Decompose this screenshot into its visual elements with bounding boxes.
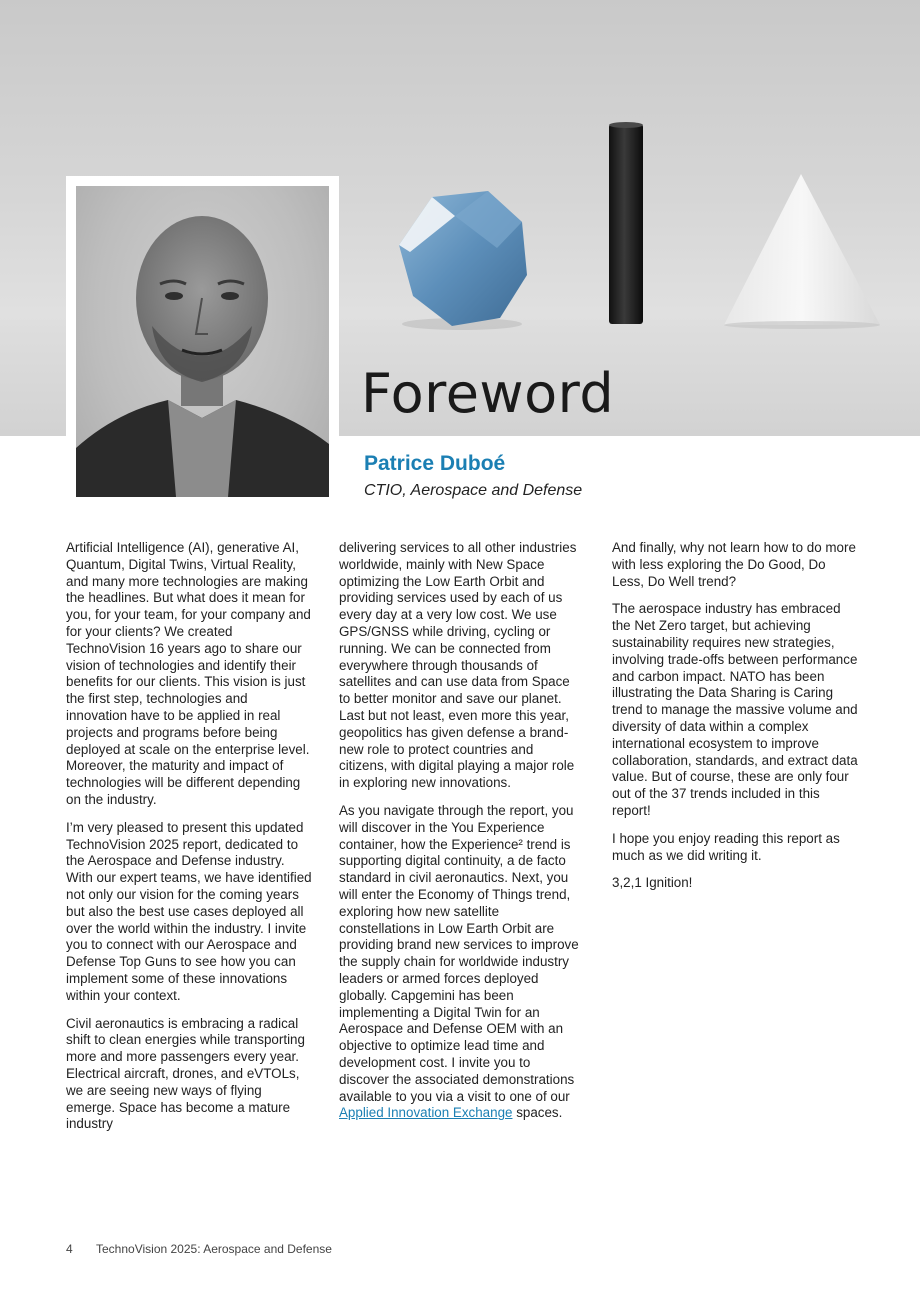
page-footer (66, 1242, 332, 1256)
paragraph: And finally, why not learn how to do more with less exploring the Do Good, Do Less, Do Well trend? (612, 540, 856, 589)
portrait-frame (66, 176, 339, 507)
paragraph (339, 803, 581, 1122)
cylinder-top (609, 122, 643, 128)
applied-innovation-exchange-link[interactable]: Applied Innovation Exchange (339, 1105, 513, 1121)
text-column-1 (66, 540, 312, 1144)
black-cylinder (609, 124, 643, 324)
text-column-3 (612, 540, 858, 903)
white-cone (724, 174, 880, 325)
paragraph: I hope you enjoy reading this report as much as we did writing it. (612, 830, 840, 863)
author-role: CTIO, Aerospace and Defense (364, 482, 583, 499)
shirt-collar (168, 400, 236, 497)
portrait-illustration (76, 186, 329, 497)
cone-base (724, 321, 880, 329)
left-eye (165, 292, 183, 300)
paragraph-text: As you navigate through the report, you will discover in the You Experience container, how the Experience² trend is supporting digital continuity, a de facto standard in civil aeronautics. Next, you will enter the Economy of Things trend, exploring how new satellite constellations in Low Earth Orbit are providing brand new services to improve the supply chain for worldwide industry leaders or armed forces deployed globally. Capgemini has been implementing a Digital Twin for an Aerospace and Defense OEM with an objective to optimize lead time and development cost. I invite you to discover the associated demonstrations available to you via a visit to one of our (339, 802, 579, 1104)
page-number: 4 (66, 1242, 73, 1256)
right-eye (221, 292, 239, 300)
paragraph: The aerospace industry has embraced the Net Zero target, but achieving sustainability requires new strategies, involving trade-offs between performance and carbon impact. NATO has been illustrating the Data Sharing is Caring trend to manage the massive volume and diversity of data within a complex international ecosystem to improve collaboration, standards, and extract data value. But of course, these are only four out of the 37 trends included in this report! (612, 601, 858, 818)
paragraph: Artificial Intelligence (AI), generative AI, Quantum, Digital Twins, Virtual Reality, and many more technologies are making the headlines. But what does it mean for you, for your team, for your company and for your clients? We created TechnoVision 16 years ago to share our vision of technologies and identify their benefits for our clients. This vision is just the first step, technologies and innovation have to be applied in real projects and programs before being deployed at scale on the enterprise level. Moreover, the maturity and impact of technologies will be different depending on the industry. (66, 540, 311, 807)
text-column-2 (339, 540, 581, 1133)
publication-title: TechnoVision 2025: Aerospace and Defense (96, 1242, 332, 1256)
paragraph: delivering services to all other industries worldwide, mainly with New Space optimizing the Low Earth Orbit and providing services used by each of us every day at a very low cost. We use GPS/GNSS while driving, cycling or running. We can be connected from everywhere through thousands of satellites and can use data from Space to better monitor and save our planet. Last but not least, even more this year, geopolitics has given defense a brand-new role to protect countries and citizens, with digital playing a major role in exploring new innovations. (339, 540, 577, 791)
paragraph: Civil aeronautics is embracing a radical shift to clean energies while transporting more and more passengers every year. Electrical aircraft, drones, and eVTOLs, we are seeing new ways of flying emerge. Space has become a mature industry (66, 1015, 305, 1132)
author-name: Patrice Duboé (364, 452, 506, 475)
paragraph: 3,2,1 Ignition! (612, 875, 693, 891)
portrait-photo (76, 186, 329, 497)
paragraph-text-end: spaces. (512, 1105, 563, 1121)
paragraph: I’m very pleased to present this updated TechnoVision 2025 report, dedicated to the Aerospace and Defense industry. With our expert teams, we have identified not only our vision for the coming years but also the best use cases deployed all over the world within the industry. I invite you to connect with our Aerospace and Defense Top Guns to see how you can implement some of these innovations within your context. (66, 819, 312, 1003)
page-title: Foreword (361, 362, 615, 425)
